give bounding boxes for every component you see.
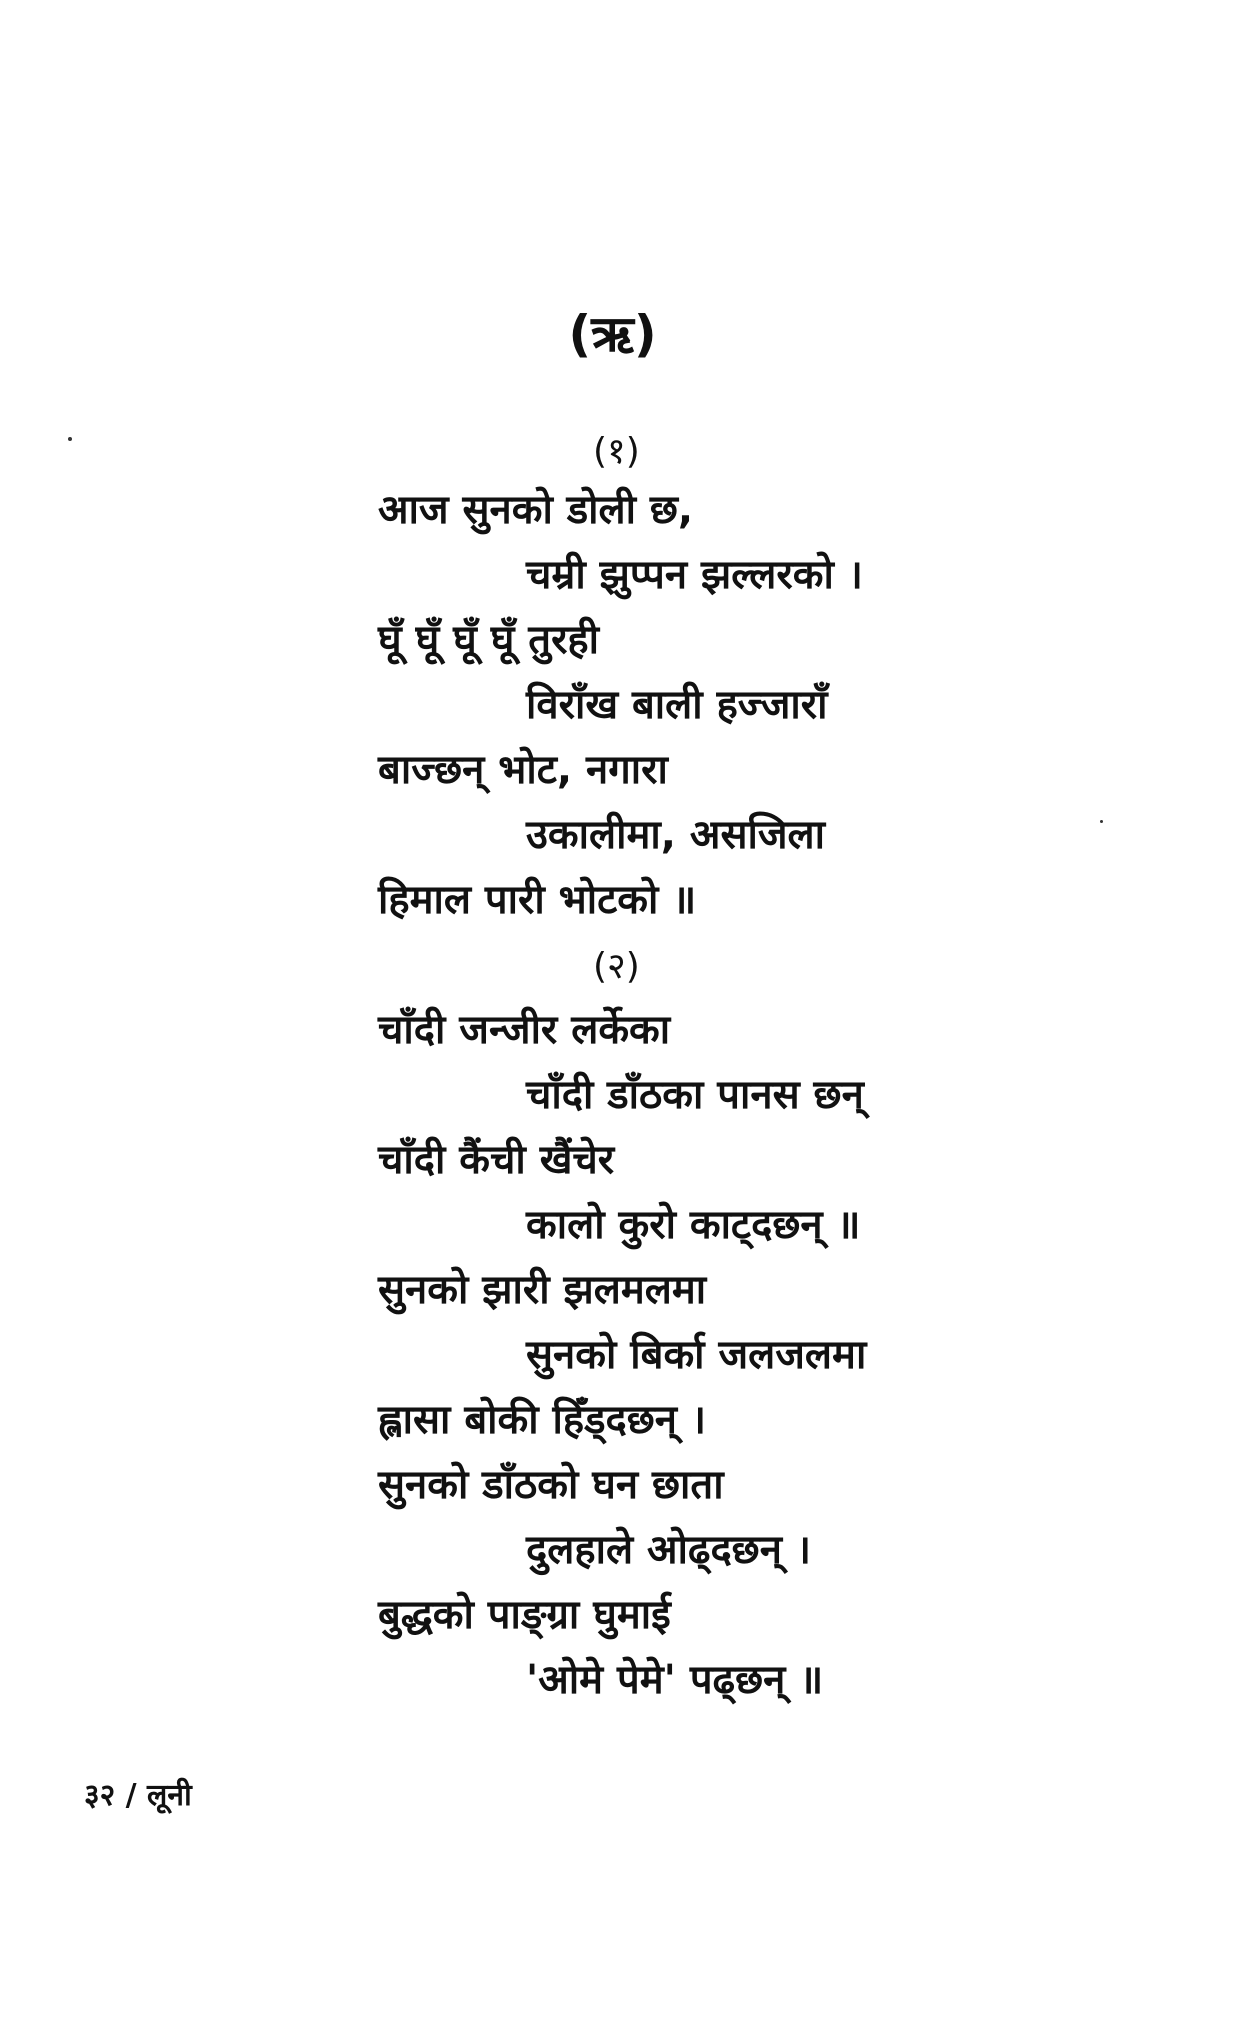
poem-line: दुलहाले ओढ्दछन् ।	[526, 1527, 812, 1573]
scan-speck	[68, 437, 72, 441]
poem-line: सुनको बिर्का जलजलमा	[526, 1332, 867, 1378]
poem-line: बाज्छन् भोट, नगारा	[378, 747, 668, 793]
poem-line: चाँदी डाँठका पानस छन्	[526, 1072, 864, 1118]
scan-speck	[1100, 820, 1103, 823]
poem-line: विराँख बाली हज्जाराँ	[526, 682, 828, 728]
stanza-number: (२)	[593, 946, 640, 987]
poem-line: आज सुनको डोली छ,	[378, 487, 694, 533]
poem-line: चाँदी कैंची खैंचेर	[378, 1137, 615, 1183]
poem-line: उकालीमा, असजिला	[526, 812, 826, 858]
poem-line: चाँदी जन्जीर लर्केका	[378, 1007, 671, 1053]
poem-line: सुनको झारी झलमलमा	[378, 1267, 707, 1313]
stanza-number: (१)	[593, 431, 640, 472]
poem-line: घूँ घूँ घूँ घूँ तुरही	[378, 617, 600, 663]
poem-line: कालो कुरो काट्दछन् ॥	[526, 1202, 861, 1248]
section-title: (ऋ)	[568, 305, 657, 363]
poem-line: चम्री झुप्पन झल्लरको ।	[526, 552, 863, 598]
page-footer: ३२ / लूनी	[84, 1778, 192, 1813]
poem-line: ह्लासा बोकी हिँड्दछन् ।	[378, 1397, 707, 1443]
poem-line: हिमाल पारी भोटको ॥	[378, 877, 697, 923]
poem-line: बुद्धको पाङ्ग्रा घुमाई	[378, 1592, 671, 1638]
poem-line: सुनको डाँठको घन छाता	[378, 1462, 724, 1508]
poem-line: 'ओमे पेमे' पढ्छन् ॥	[526, 1657, 824, 1703]
